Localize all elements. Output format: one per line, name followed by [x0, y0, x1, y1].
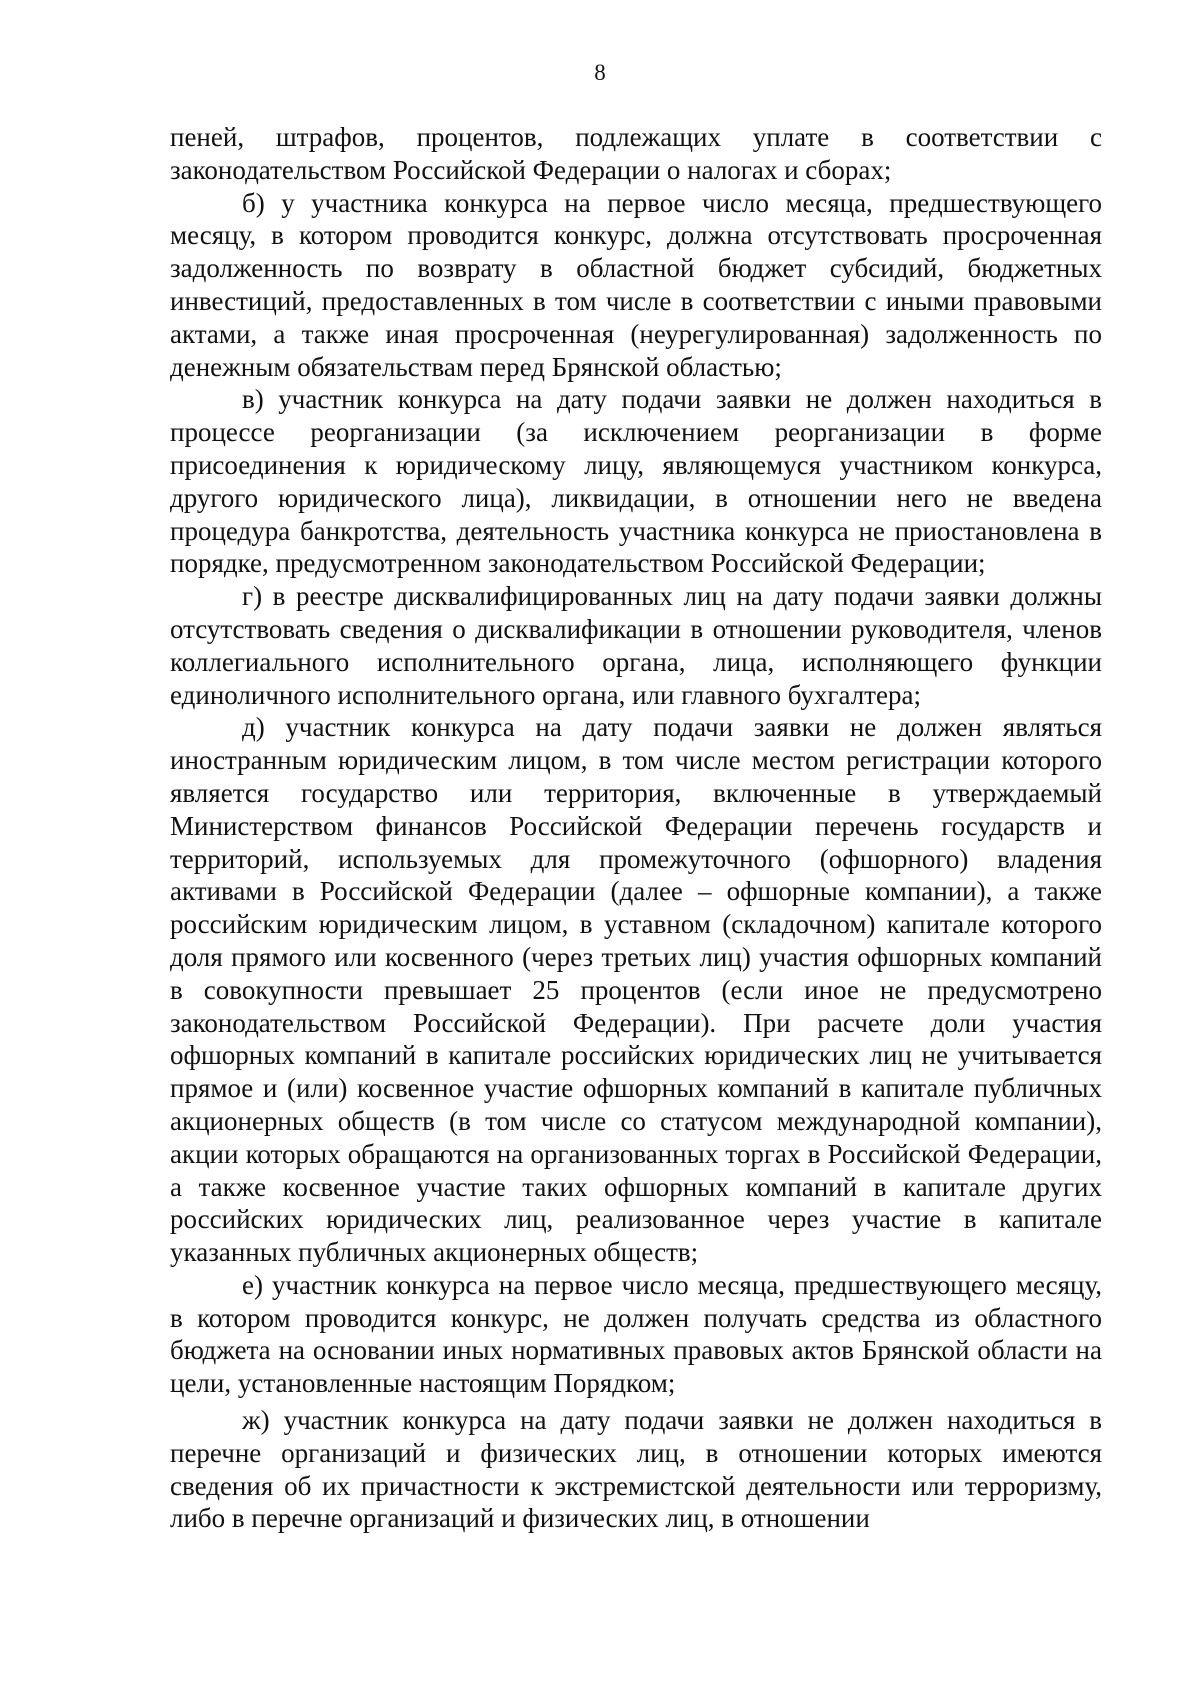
paragraph-d: д) участник конкурса на дату подачи заявки не должен являться иностранным юридическим лицом, в том числе местом регистрации которого является государство или территория, включенные в утверждаемый Министерством финансов Российской Федерации перечень государств и территорий, используемых для промежуточного (офшорного) владения активами в Российской Федерации (далее – офшорные компании), а также российским юридическим лицом, в уставном (складочном) капитале которого доля прямого или косвенного (через третьих лиц) участия офшорных компаний в совокупности превышает 25 процентов (если иное не предусмотрено законодательством Российской Федерации). При расчете доли участия офшорных компаний в капитале российских юридических лиц не учитывается прямое и (или) косвенное участие офшорных компаний в капитале публичных акционерных обществ (в том числе со статусом международной компании), акции которых обращаются на организованных торгах в Российской Федерации, а также косвенное участие таких офшорных компаний в капитале других российских юридических лиц, реализованное через участие в капитале указанных публичных акционерных обществ; [170, 712, 1102, 1268]
page-number: 8 [594, 60, 606, 85]
paragraph-g: г) в реестре дисквалифицированных лиц на дату подачи заявки должны отсутствовать сведения о дисквалификации в отношении руководителя, членов коллегиального исполнительного органа, лица, исполняющего функции единоличного исполнительного органа, или главного бухгалтера; [170, 581, 1102, 710]
paragraph-b: б) у участника конкурса на первое число месяца, предшествующего месяцу, в котором проводится конкурс, должна отсутствовать просроченная задолженность по возврату в областной бюджет субсидий, бюджетных инвестиций, предоставленных в том числе в соответствии с иными правовыми актами, а также иная просроченная (неурегулированная) задолженность по денежным обязательствам перед Брянской областью; [170, 187, 1102, 382]
document-body [170, 121, 1102, 1535]
paragraph-e: е) участник конкурса на первое число месяца, предшествующего месяцу, в котором проводится конкурс, не должен получать средства из областного бюджета на основании иных нормативных правовых актов Брянской области на цели, установленные настоящим Порядком; [170, 1269, 1102, 1399]
paragraph-v: в) участник конкурса на дату подачи заявки не должен находиться в процессе реорганизации (за исключением реорганизации в форме присоединения к юридическому лицу, являющемуся участником конкурса, другого юридического лица), ликвидации, в отношении него не введена процедура банкротства, деятельность участника конкурса не приостановлена в порядке, предусмотренном законодательством Российской Федерации; [170, 384, 1102, 579]
paragraph-continuation: пеней, штрафов, процентов, подлежащих уплате в соответствии с законодательством Российской Федерации о налогах и сборах; [170, 122, 1102, 185]
paragraph-zh: ж) участник конкурса на дату подачи заявки не должен находиться в перечне организаций и физических лиц, в отношении которых имеются сведения об их причастности к экстремистской деятельности или терроризму, либо в перечне организаций и физических лиц, в отношении [170, 1405, 1102, 1534]
